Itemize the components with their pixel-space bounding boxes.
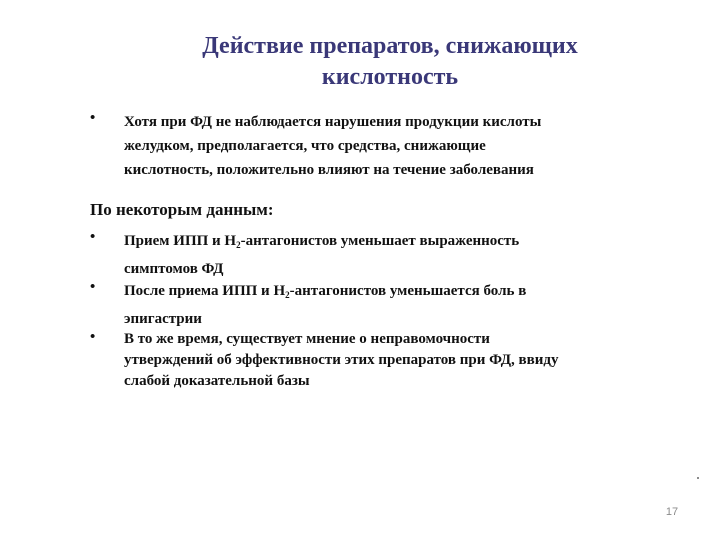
point-2-text bbox=[124, 279, 664, 331]
point-1-line-1 bbox=[124, 229, 664, 257]
point-3-line-2: утверждений об эффективности этих препаратов при ФД, ввиду bbox=[124, 352, 559, 368]
point-2-subscript: 2 bbox=[285, 290, 290, 300]
slide-title bbox=[150, 31, 630, 93]
title-line-1: Действие препаратов, снижающих bbox=[202, 33, 578, 59]
point-3-line-1: В то же время, существует мнение о неправомочности bbox=[124, 331, 490, 347]
point-1-pre: Прием ИПП и Н bbox=[124, 233, 237, 249]
page-number: 17 bbox=[665, 506, 679, 518]
title-line-2: кислотность bbox=[321, 64, 459, 90]
point-1-post: -антагонистов уменьшает выраженность bbox=[240, 233, 520, 249]
point-1-subscript: 2 bbox=[236, 240, 241, 250]
point-3-line-3: слабой доказательной базы bbox=[124, 373, 310, 389]
intro-text bbox=[124, 110, 664, 182]
point-3-text bbox=[124, 329, 664, 392]
intro-line-1: Хотя при ФД не наблюдается нарушения продукции кислоты bbox=[124, 114, 542, 130]
subheading: По некоторым данным: bbox=[90, 200, 274, 219]
bullet-icon: • bbox=[90, 279, 96, 295]
point-2-line-2: эпигастрии bbox=[124, 311, 202, 327]
point-1-line-2: симптомов ФД bbox=[124, 261, 224, 277]
intro-line-3: кислотность, положительно влияют на течение заболевания bbox=[124, 162, 534, 178]
bullet-icon: • bbox=[90, 229, 96, 245]
point-1-text bbox=[124, 229, 664, 281]
point-2-post: -антагонистов уменьшается боль в bbox=[289, 283, 527, 299]
point-2-pre: После приема ИПП и Н bbox=[124, 283, 286, 299]
decorative-dot bbox=[697, 477, 699, 479]
bullet-icon: • bbox=[90, 110, 96, 126]
intro-line-2: желудком, предполагается, что средства, снижающие bbox=[124, 138, 486, 154]
bullet-icon: • bbox=[90, 329, 96, 345]
point-2-line-1 bbox=[124, 279, 664, 307]
